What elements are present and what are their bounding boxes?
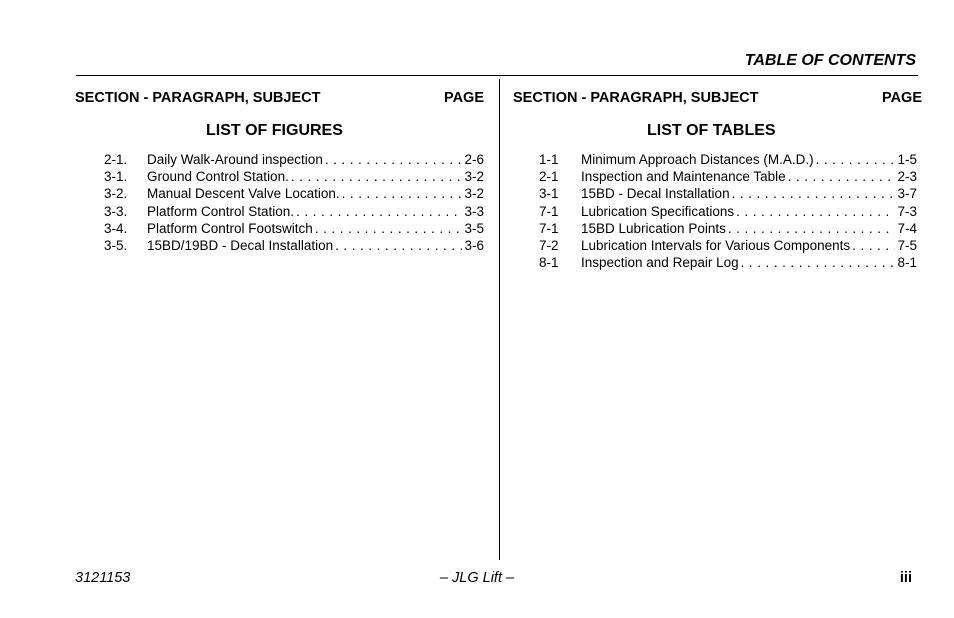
entry-number: 1-1 <box>539 152 559 167</box>
entry-page: 8-1 <box>897 255 917 271</box>
entry-page: 3-2 <box>464 169 484 185</box>
entry-page: 3-7 <box>897 186 917 202</box>
page-heading: PAGE <box>443 90 484 106</box>
entry-number: 2-1. <box>104 152 128 167</box>
entry-title: Ground Control Station. <box>147 169 289 185</box>
dot-leader <box>734 203 895 220</box>
dot-leader <box>739 254 896 271</box>
entry-title: 15BD - Decal Installation <box>581 186 730 202</box>
dot-leader <box>850 237 895 254</box>
entry-number: 7-2 <box>539 237 559 253</box>
list-item[interactable] <box>513 220 922 237</box>
dot-leader <box>726 220 896 237</box>
dot-leader <box>294 203 462 220</box>
entry-page: 2-6 <box>464 152 484 167</box>
entry-page: 3-5 <box>464 220 484 236</box>
entry-number: 3-3. <box>104 203 128 219</box>
entry-number: 3-5. <box>104 237 128 253</box>
list-item[interactable] <box>513 168 922 185</box>
entry-title: Inspection and Repair Log <box>581 255 739 271</box>
dot-leader <box>730 185 896 202</box>
page-number: iii <box>899 570 912 586</box>
dot-leader <box>786 168 896 185</box>
entry-title: Lubrication Intervals for Various Components <box>581 237 851 253</box>
column-divider <box>499 79 500 560</box>
list-item[interactable] <box>75 168 484 185</box>
entry-title: Inspection and Maintenance Table <box>581 169 786 185</box>
entry-number: 7-1 <box>539 220 559 236</box>
tables-column <box>513 90 922 271</box>
tables-column-header <box>513 90 922 110</box>
dot-leader <box>323 151 463 168</box>
entry-title: 15BD/19BD - Decal Installation <box>147 237 334 253</box>
entry-page: 1-5 <box>897 152 917 167</box>
page-header-title: TABLE OF CONTENTS <box>744 52 916 69</box>
document-number: 3121153 <box>75 570 131 586</box>
figures-list <box>75 151 484 254</box>
figures-column <box>75 90 484 254</box>
subject-heading: SECTION - PARAGRAPH, SUBJECT <box>75 90 321 106</box>
entry-title: Minimum Approach Distances (M.A.D.) <box>581 152 814 167</box>
entry-page: 7-3 <box>897 203 917 219</box>
list-item[interactable] <box>513 254 922 271</box>
entry-title: Daily Walk-Around inspection <box>147 152 323 167</box>
list-of-figures-title: LIST OF FIGURES <box>206 122 343 139</box>
list-item[interactable] <box>75 220 484 237</box>
list-item[interactable] <box>75 151 484 168</box>
dot-leader <box>814 151 896 168</box>
entry-number: 7-1 <box>539 203 559 219</box>
entry-page: 7-5 <box>897 237 917 253</box>
entry-title: Platform Control Footswitch <box>147 220 313 236</box>
list-item[interactable] <box>513 151 922 168</box>
list-item[interactable] <box>513 203 922 220</box>
entry-title: Lubrication Specifications <box>581 203 735 219</box>
entry-title: 15BD Lubrication Points <box>581 220 726 236</box>
dot-leader <box>289 168 463 185</box>
footer-brand: – JLG Lift – <box>439 570 515 586</box>
entry-page: 3-6 <box>464 237 484 253</box>
list-item[interactable] <box>75 237 484 254</box>
header-rule <box>76 75 918 76</box>
entry-number: 3-4. <box>104 220 128 236</box>
entry-number: 3-1. <box>104 169 128 185</box>
entry-page: 7-4 <box>897 220 917 236</box>
entry-page: 3-3 <box>464 203 484 219</box>
subject-heading: SECTION - PARAGRAPH, SUBJECT <box>513 90 759 106</box>
page-heading: PAGE <box>881 90 922 106</box>
entry-number: 2-1 <box>539 169 559 185</box>
list-of-tables-title: LIST OF TABLES <box>647 122 776 139</box>
list-item[interactable] <box>513 237 922 254</box>
entry-page: 2-3 <box>897 169 917 185</box>
dot-leader <box>333 237 462 254</box>
tables-list <box>513 151 922 271</box>
list-item[interactable] <box>75 203 484 220</box>
entry-title: Manual Descent Valve Location. <box>147 186 340 202</box>
entry-title: Platform Control Station. <box>147 203 295 219</box>
entry-page: 3-2 <box>464 186 484 202</box>
entry-number: 8-1 <box>539 255 559 271</box>
dot-leader <box>313 220 463 237</box>
dot-leader <box>340 185 463 202</box>
list-item[interactable] <box>513 185 922 202</box>
entry-number: 3-2. <box>104 186 128 202</box>
list-item[interactable] <box>75 185 484 202</box>
figures-column-header <box>75 90 484 110</box>
entry-number: 3-1 <box>539 186 559 202</box>
